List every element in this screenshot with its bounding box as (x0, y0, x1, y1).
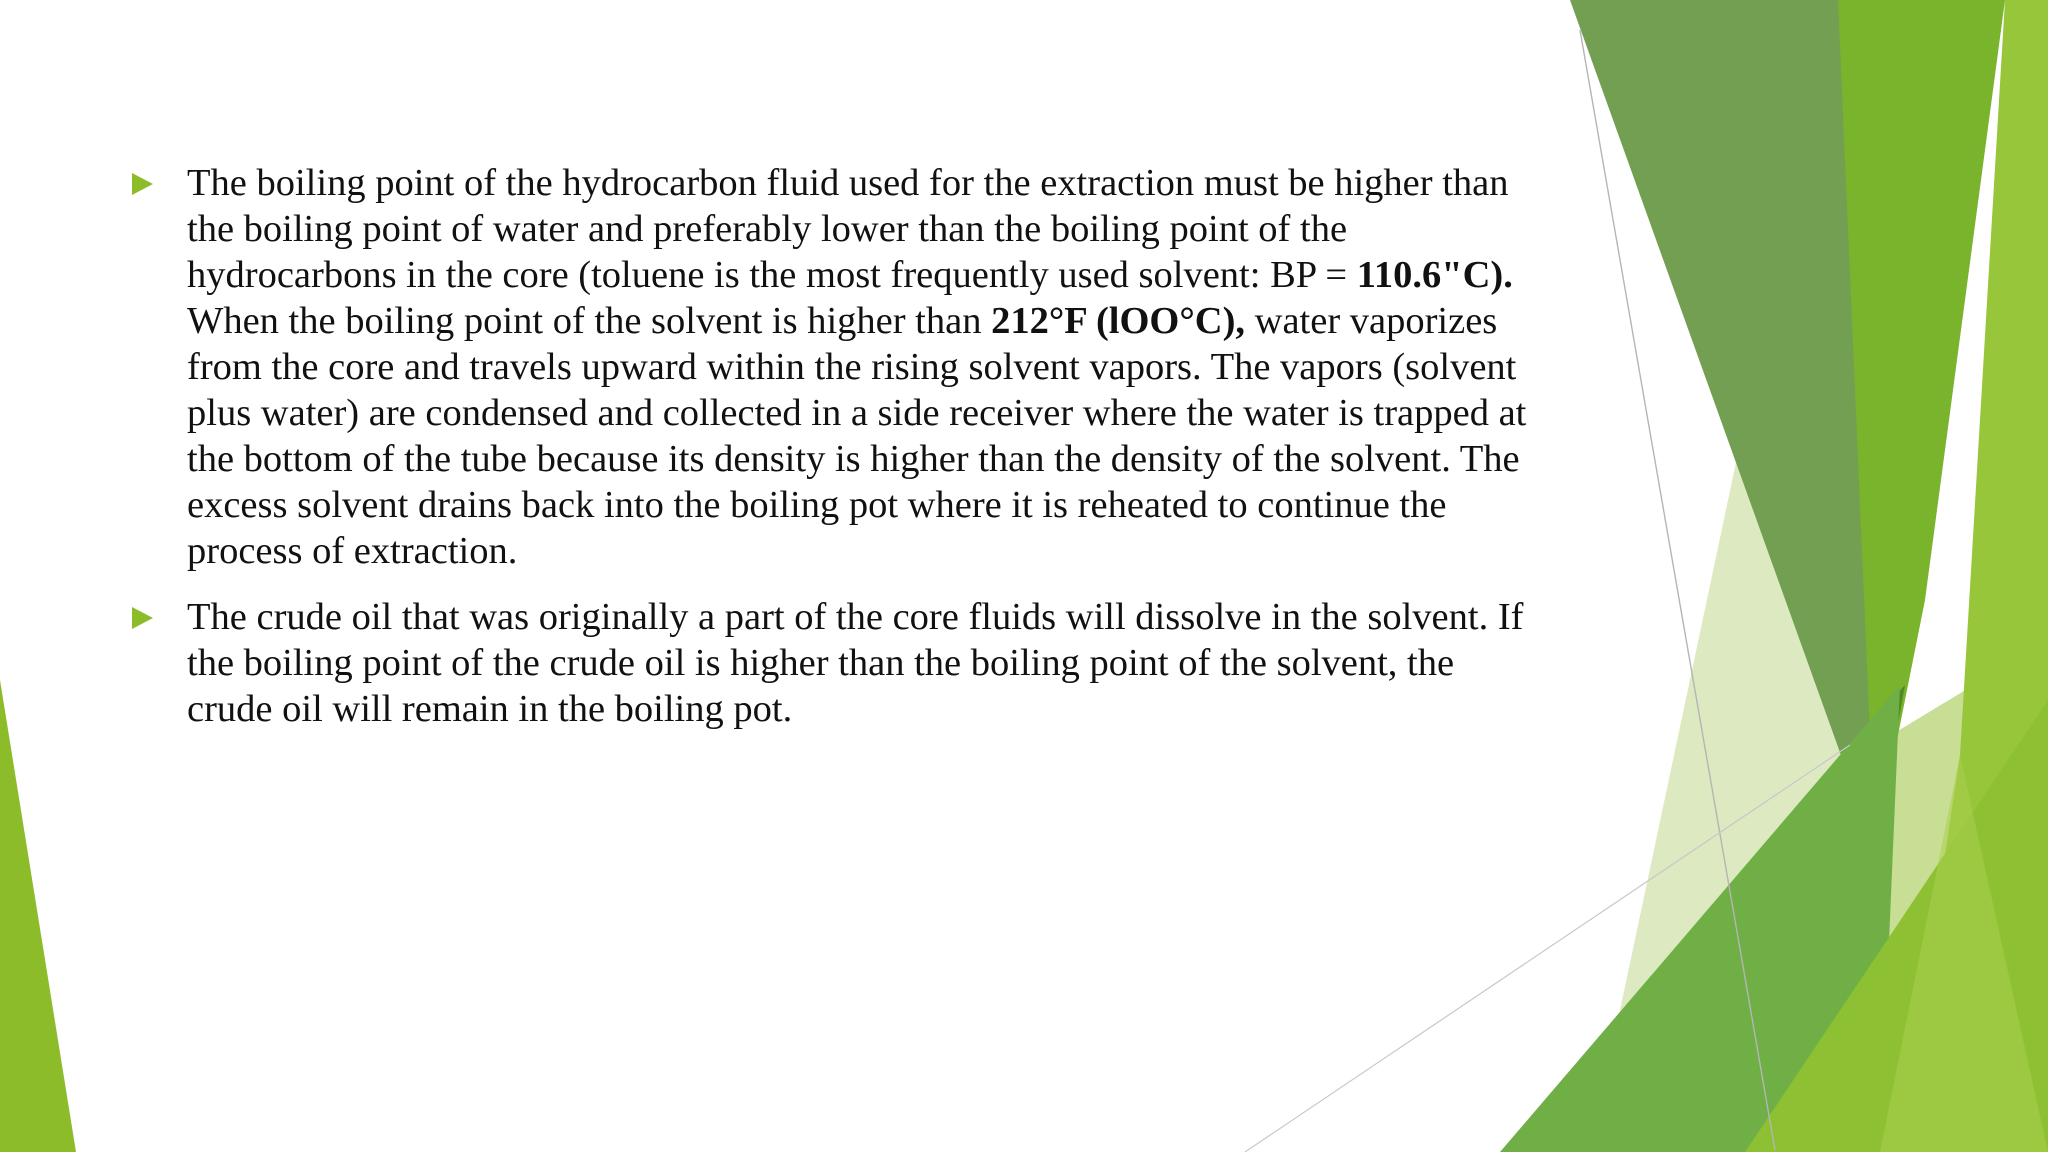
bullet-text: The boiling point of the hydrocarbon fluid used for the extraction must be higher than the boiling point of water and preferably lower than the boiling point of the hydrocarbons in the core (toluene is the most frequently used solvent: BP = 110.6"C). When the boiling point of the solvent is higher than 212°F (lOO°C), water vaporizes from the core and travels upward within the rising solvent vapors. The vapors (solvent plus water) are condensed and collected in a side receiver where the water is trapped at the bottom of the tube because its density is higher than the density of the solvent. The excess solvent drains back into the boiling pot where it is reheated to continue the process of extraction. (187, 162, 1527, 572)
triangle-right-icon (132, 607, 153, 629)
bullet-item-2 (130, 594, 1540, 732)
bullet-item-1 (130, 160, 1540, 574)
triangle-right-icon (132, 173, 153, 195)
slide-content (130, 160, 1540, 752)
left-green-sliver (0, 680, 76, 1152)
bullet-text: The crude oil that was originally a part of the core fluids will dissolve in the solvent. If the boiling point of the crude oil is higher than the boiling point of the solvent, the crude oil will remain in the boiling pot. (187, 596, 1524, 730)
